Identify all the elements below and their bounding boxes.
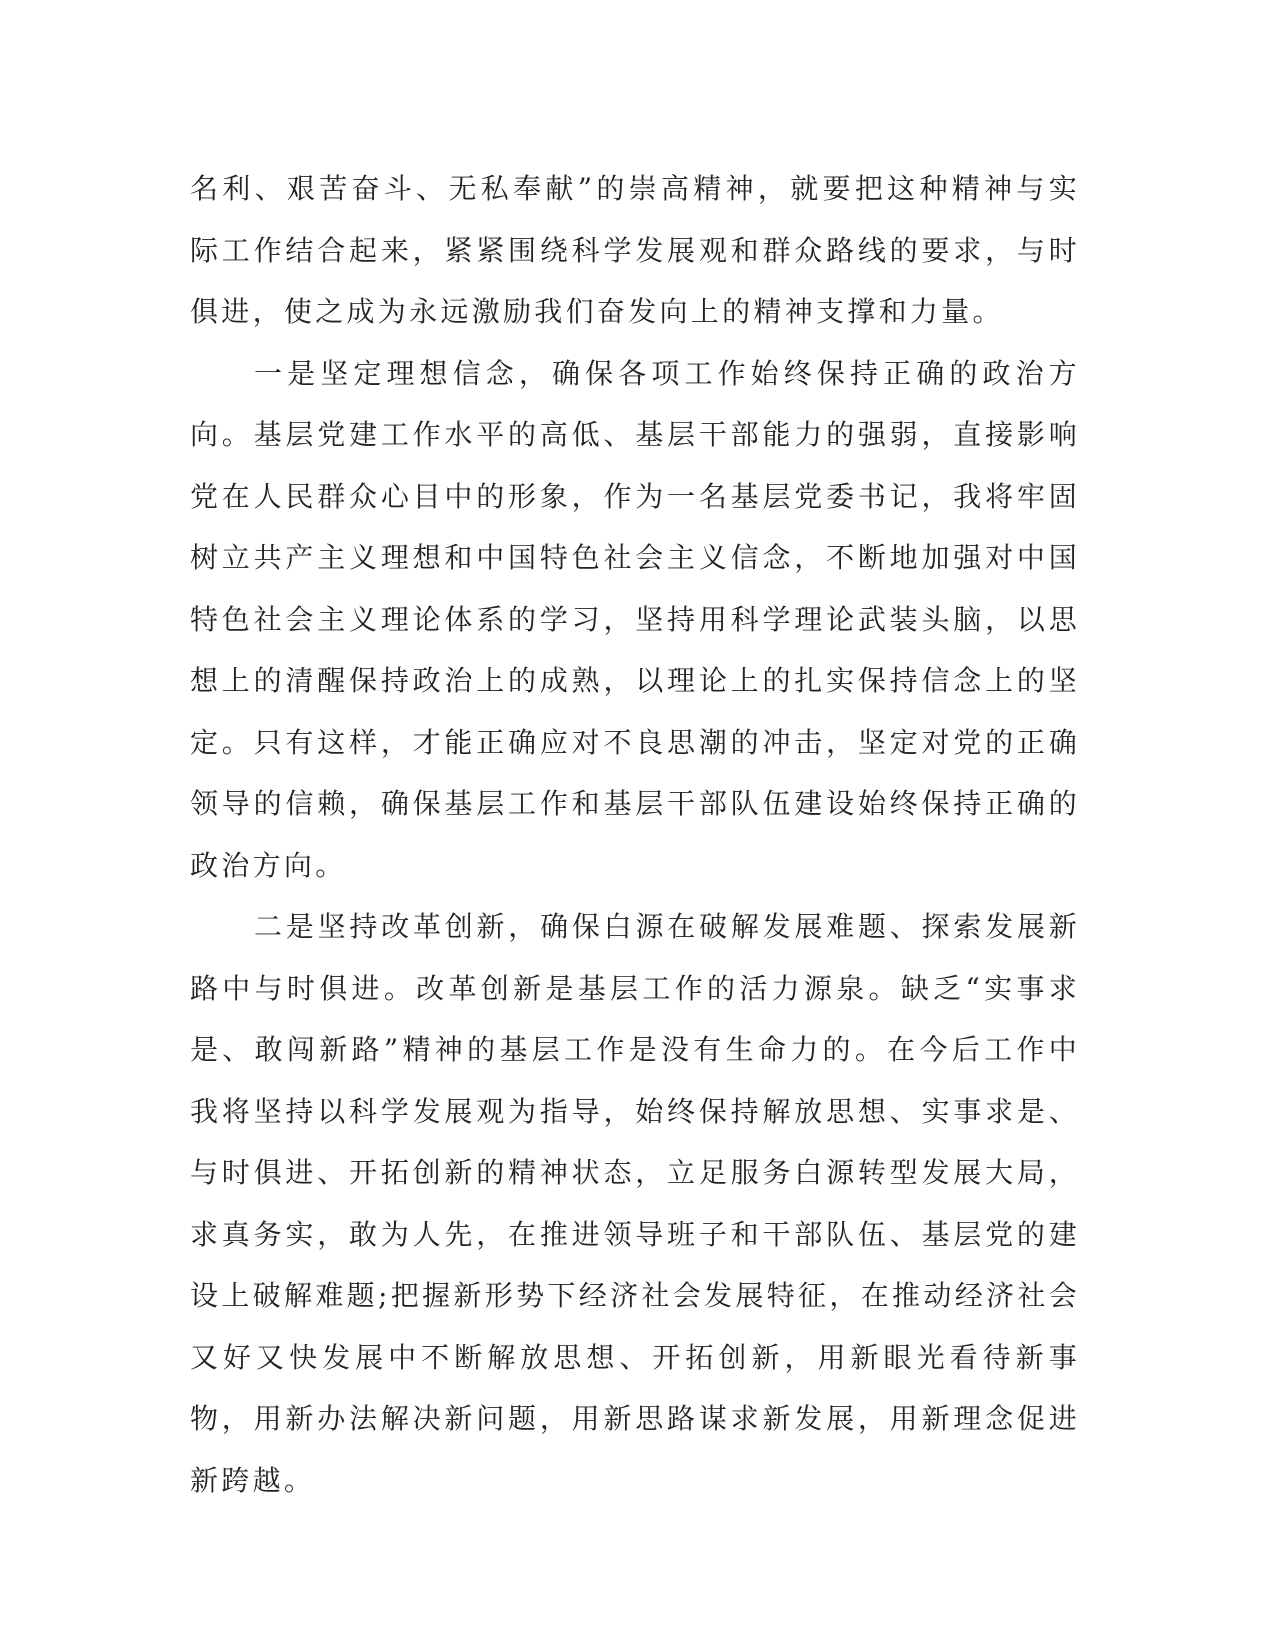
paragraph-1: 名利、艰苦奋斗、无私奉献”的崇高精神，就要把这种精神与实际工作结合起来，紧紧围绕科学发展观和群众路线的要求，与时俱进，使之成为永远激励我们奋发向上的精神支撑和力量。: [190, 172, 1080, 328]
paragraph-3: 二是坚持改革创新，确保白源在破解发展难题、探索发展新路中与时俱进。改革创新是基层工作的活力源泉。缺乏“实事求是、敢闯新路”精神的基层工作是没有生命力的。在今后工作中我将坚持以科学发展观为指导，始终保持解放思想、实事求是、与时俱进、开拓创新的精神状态，立足服务白源转型发展大局，求真务实，敢为人先，在推进领导班子和干部队伍、基层党的建设上破解难题;把握新形势下经济社会发展特征，在推动经济社会又好又快发展中不断解放思想、开拓创新，用新眼光看待新事物，用新办法解决新问题，用新思路谋求新发展，用新理念促进新跨越。: [190, 910, 1080, 1497]
paragraph-2: 一是坚定理想信念，确保各项工作始终保持正确的政治方向。基层党建工作水平的高低、基层干部能力的强弱，直接影响党在人民群众心目中的形象，作为一名基层党委书记，我将牢固树立共产主义理想和中国特色社会主义信念，不断地加强对中国特色社会主义理论体系的学习，坚持用科学理论武装头脑，以思想上的清醒保持政治上的成熟，以理论上的扎实保持信念上的坚定。只有这样，才能正确应对不良思潮的冲击，坚定对党的正确领导的信赖，确保基层工作和基层干部队伍建设始终保持正确的政治方向。: [190, 356, 1080, 882]
body-text: [190, 158, 1080, 1511]
